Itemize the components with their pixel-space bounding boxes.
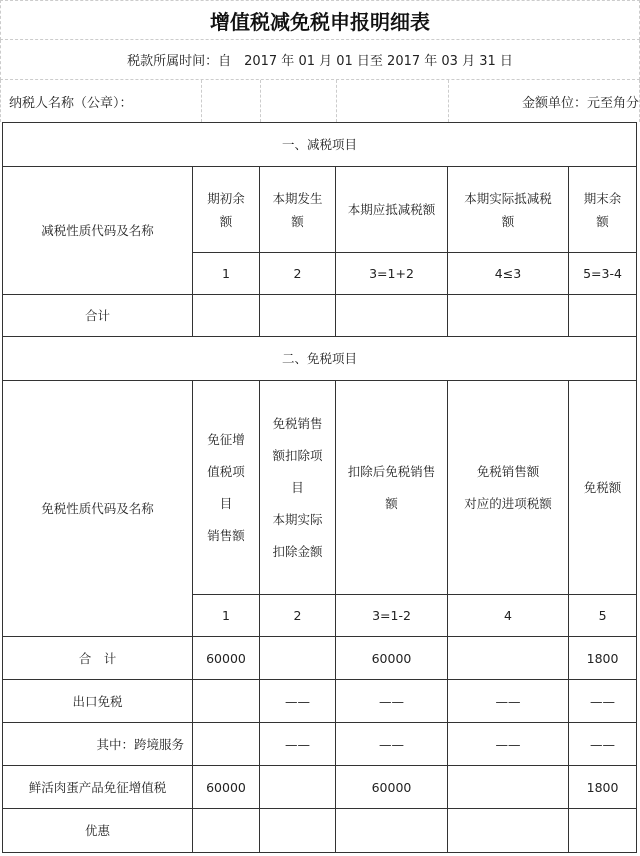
taxpayer-row: [0, 80, 640, 122]
s2-formula: 3=1-2: [336, 595, 448, 637]
s1-formula: 4≤3: [448, 253, 569, 295]
s2-cell[interactable]: 1800: [569, 637, 637, 680]
s2-cell[interactable]: ——: [448, 680, 569, 723]
s2-cell[interactable]: [260, 637, 336, 680]
s1-formula: 3=1+2: [336, 253, 448, 295]
s2-row-total: [3, 637, 637, 680]
s2-row-fresh-meat: [3, 766, 637, 809]
s1-formula: 2: [260, 253, 336, 295]
s2-row-preferential: [3, 809, 637, 853]
s1-col2-header: 本期发生 额: [260, 167, 336, 253]
s2-cell[interactable]: [260, 809, 336, 853]
section1-header-name: 减税性质代码及名称: [3, 167, 193, 295]
s1-col5-header: 期末余 额: [569, 167, 637, 253]
taxpayer-name-label: 纳税人名称（公章）：: [1, 80, 202, 122]
s1-formula: 5=3-4: [569, 253, 637, 295]
s2-row-label: 出口免税: [3, 680, 193, 723]
s2-cell[interactable]: ——: [569, 723, 637, 766]
s2-cell[interactable]: ——: [260, 680, 336, 723]
amount-unit-label: 金额单位：元至角分: [521, 95, 639, 111]
s2-row-export: [3, 680, 637, 723]
s1-total-cell[interactable]: [193, 295, 260, 337]
s2-formula: 1: [193, 595, 260, 637]
s2-row-label: 其中：跨境服务: [3, 723, 193, 766]
s2-col2-header: 免税销售 额扣除项 目 本期实际 扣除金额: [260, 381, 336, 595]
s2-col1-header: 免征增 值税项 目 销售额: [193, 381, 260, 595]
s1-total-row: [3, 295, 637, 337]
reduction-exemption-table: [2, 122, 637, 853]
s1-total-cell[interactable]: [336, 295, 448, 337]
s2-cell[interactable]: [448, 809, 569, 853]
s1-formula: 1: [193, 253, 260, 295]
s2-cell[interactable]: ——: [448, 723, 569, 766]
s1-total-cell[interactable]: [448, 295, 569, 337]
taxpayer-blank-1[interactable]: [193, 80, 261, 122]
s2-row-label: 鲜活肉蛋产品免征增值税: [3, 766, 193, 809]
s2-cell[interactable]: [336, 809, 448, 853]
tax-period: 税款所属时间：自 2017 年 01 月 01 日至 2017 年 03 月 31 日: [0, 40, 640, 80]
s2-col5-header: 免税额: [569, 381, 637, 595]
s1-col4-header: 本期实际抵减税 额: [448, 167, 569, 253]
s1-col1-header: 期初余 额: [193, 167, 260, 253]
s2-row-label: 合 计: [3, 637, 193, 680]
s2-cell[interactable]: 60000: [193, 766, 260, 809]
s2-formula: 4: [448, 595, 569, 637]
s2-cell[interactable]: ——: [569, 680, 637, 723]
s1-total-label: 合计: [3, 295, 193, 337]
taxpayer-blank-3[interactable]: [336, 80, 449, 122]
s2-cell[interactable]: [448, 766, 569, 809]
s2-formula: 5: [569, 595, 637, 637]
s1-total-cell[interactable]: [569, 295, 637, 337]
form-title: 增值税减免税申报明细表: [0, 0, 640, 40]
s2-row-label: 优惠: [3, 809, 193, 853]
s2-cell[interactable]: [193, 809, 260, 853]
s1-total-cell[interactable]: [260, 295, 336, 337]
s1-col3-header: 本期应抵减税额: [336, 167, 448, 253]
s2-col3-header: 扣除后免税销售 额: [336, 381, 448, 595]
taxpayer-blank-2[interactable]: [260, 80, 337, 122]
s2-cell[interactable]: [193, 680, 260, 723]
s2-cell[interactable]: [569, 809, 637, 853]
s2-cell[interactable]: 60000: [336, 637, 448, 680]
section2-header-name: 免税性质代码及名称: [3, 381, 193, 637]
section2-title: 二、免税项目: [3, 337, 637, 381]
s2-formula: 2: [260, 595, 336, 637]
s2-cell[interactable]: 1800: [569, 766, 637, 809]
s2-cell[interactable]: [193, 723, 260, 766]
s2-col4-header: 免税销售额 对应的进项税额: [448, 381, 569, 595]
s2-cell[interactable]: ——: [336, 723, 448, 766]
s2-cell[interactable]: [260, 766, 336, 809]
s2-cell[interactable]: [448, 637, 569, 680]
section1-title: 一、减税项目: [3, 123, 637, 167]
s2-row-crossborder: [3, 723, 637, 766]
s2-cell[interactable]: ——: [336, 680, 448, 723]
s2-cell[interactable]: ——: [260, 723, 336, 766]
s2-cell[interactable]: 60000: [336, 766, 448, 809]
s2-cell[interactable]: 60000: [193, 637, 260, 680]
